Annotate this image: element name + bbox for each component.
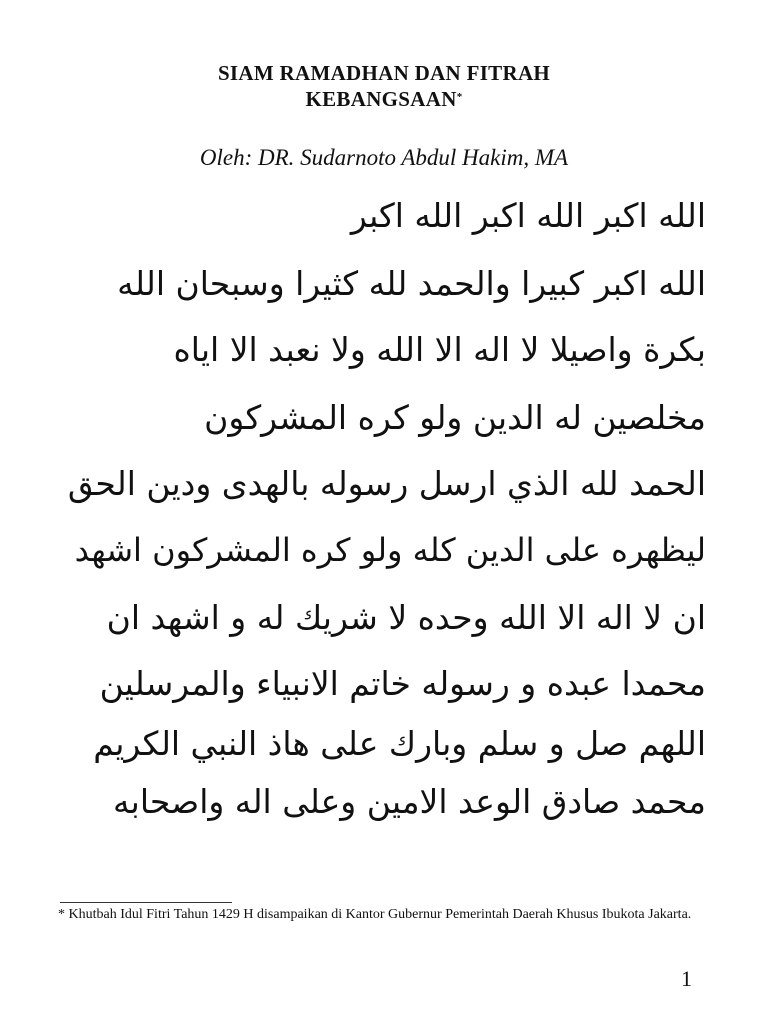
title-footnote-mark: * xyxy=(456,91,463,103)
arabic-line-5: الحمد لله الذي ارسل رسوله بالهدى ودين الحق xyxy=(67,464,706,503)
arabic-line-2: الله اكبر كبيرا والحمد لله كثيرا وسبحان الله xyxy=(117,264,706,303)
page-number: 1 xyxy=(681,966,692,991)
arabic-line-3: بكرة واصيلا لا اله الا الله ولا نعبد الا اياه xyxy=(173,330,706,369)
arabic-line-10: محمد صادق الوعد الامين وعلى اله واصحابه xyxy=(112,782,706,821)
arabic-line-7: ان لا اله الا الله وحده لا شريك له و اشهد ان xyxy=(106,598,706,637)
footnote: * Khutbah Idul Fitri Tahun 1429 H disampaikan di Kantor Gubernur Pemerintah Daerah Khusus Ibukota Jakarta. xyxy=(58,907,692,922)
arabic-line-4: مخلصين له الدين ولو كره المشركون xyxy=(204,398,706,437)
arabic-line-8: محمدا عبده و رسوله خاتم الانبياء والمرسلين xyxy=(99,664,706,703)
arabic-line-6: ليظهره على الدين كله ولو كره المشركون اشهد xyxy=(74,531,706,569)
title-line-2 xyxy=(0,86,768,112)
title-text-2: KEBANGSAAN xyxy=(305,87,457,111)
arabic-line-9: اللهم صل و سلم وبارك على هاذ النبي الكريم xyxy=(93,724,706,763)
title-line-1 xyxy=(0,60,768,86)
author-line: Oleh: DR. Sudarnoto Abdul Hakim, MA xyxy=(199,145,569,170)
title-text-1: SIAM RAMADHAN DAN FITRAH xyxy=(217,61,551,85)
footnote-divider xyxy=(60,902,232,903)
arabic-line-1: الله اكبر الله اكبر الله اكبر xyxy=(350,196,706,235)
